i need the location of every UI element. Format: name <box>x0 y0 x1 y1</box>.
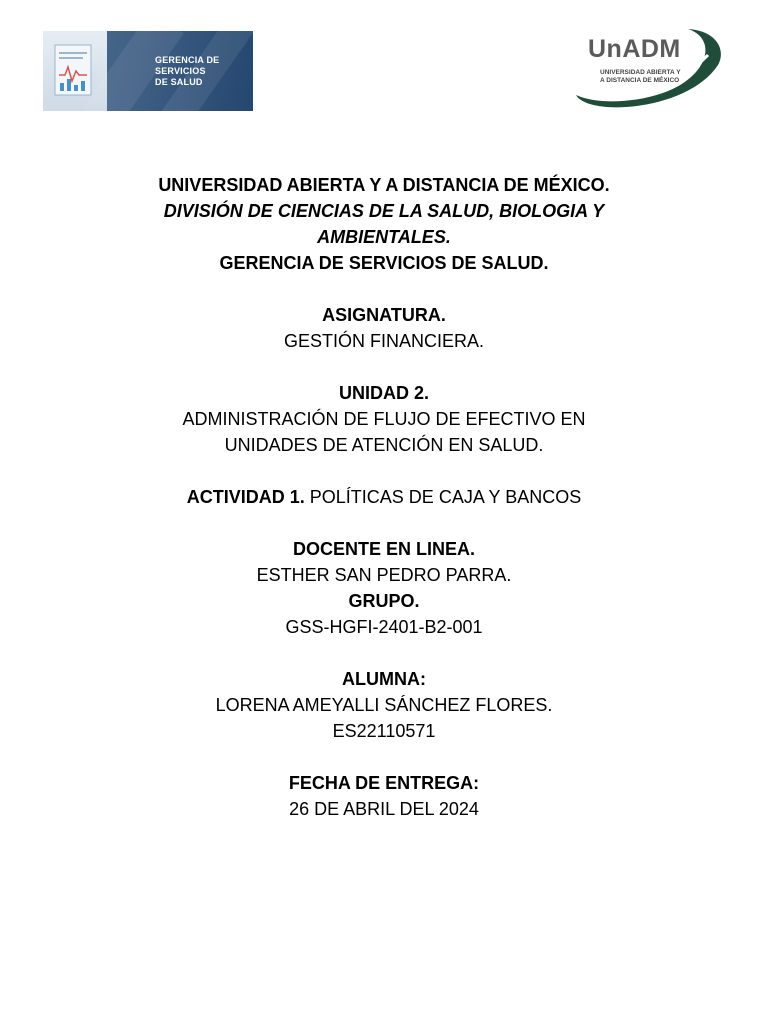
unit-label: UNIDAD 2. <box>338 383 429 403</box>
management-name: GERENCIA DE SERVICIOS DE SALUD. <box>219 253 549 273</box>
cover-content <box>60 172 708 822</box>
logo-name: UnADM <box>588 35 681 63</box>
subject-label: ASIGNATURA. <box>322 305 446 325</box>
date-label: FECHA DE ENTREGA: <box>288 773 480 793</box>
division-line-2: AMBIENTALES. <box>317 227 451 247</box>
division-line-1: DIVISIÓN DE CIENCIAS DE LA SALUD, BIOLOGIA Y <box>163 201 605 221</box>
activity-value: POLÍTICAS DE CAJA Y BANCOS <box>304 487 582 507</box>
subject-value: GESTIÓN FINANCIERA. <box>283 331 485 351</box>
gerencia-banner-logo <box>43 31 253 111</box>
logo-subtitle: UNIVERSIDAD ABIERTA Y A DISTANCIA DE MÉXICO <box>600 69 681 84</box>
unit-value-line-1: ADMINISTRACIÓN DE FLUJO DE EFECTIVO EN <box>182 409 586 429</box>
student-label: ALUMNA: <box>342 669 426 689</box>
student-name: LORENA AMEYALLI SÁNCHEZ FLORES. <box>215 695 553 715</box>
unit-value-line-2: UNIDADES DE ATENCIÓN EN SALUD. <box>224 435 544 455</box>
activity-label: ACTIVIDAD 1. <box>186 487 305 507</box>
group-label: GRUPO. <box>348 591 420 611</box>
teacher-label: DOCENTE EN LINEA. <box>292 539 475 559</box>
university-name: UNIVERSIDAD ABIERTA Y A DISTANCIA DE MÉXICO. <box>158 175 610 195</box>
banner-text: GERENCIA DE SERVICIOS DE SALUD <box>155 55 220 87</box>
student-id: ES22110571 <box>332 721 436 741</box>
teacher-value: ESTHER SAN PEDRO PARRA. <box>256 565 512 585</box>
activity-line <box>60 484 708 510</box>
unadm-logo <box>568 25 728 111</box>
date-value: 26 DE ABRIL DEL 2024 <box>289 799 479 819</box>
group-value: GSS-HGFI-2401-B2-001 <box>285 617 483 637</box>
